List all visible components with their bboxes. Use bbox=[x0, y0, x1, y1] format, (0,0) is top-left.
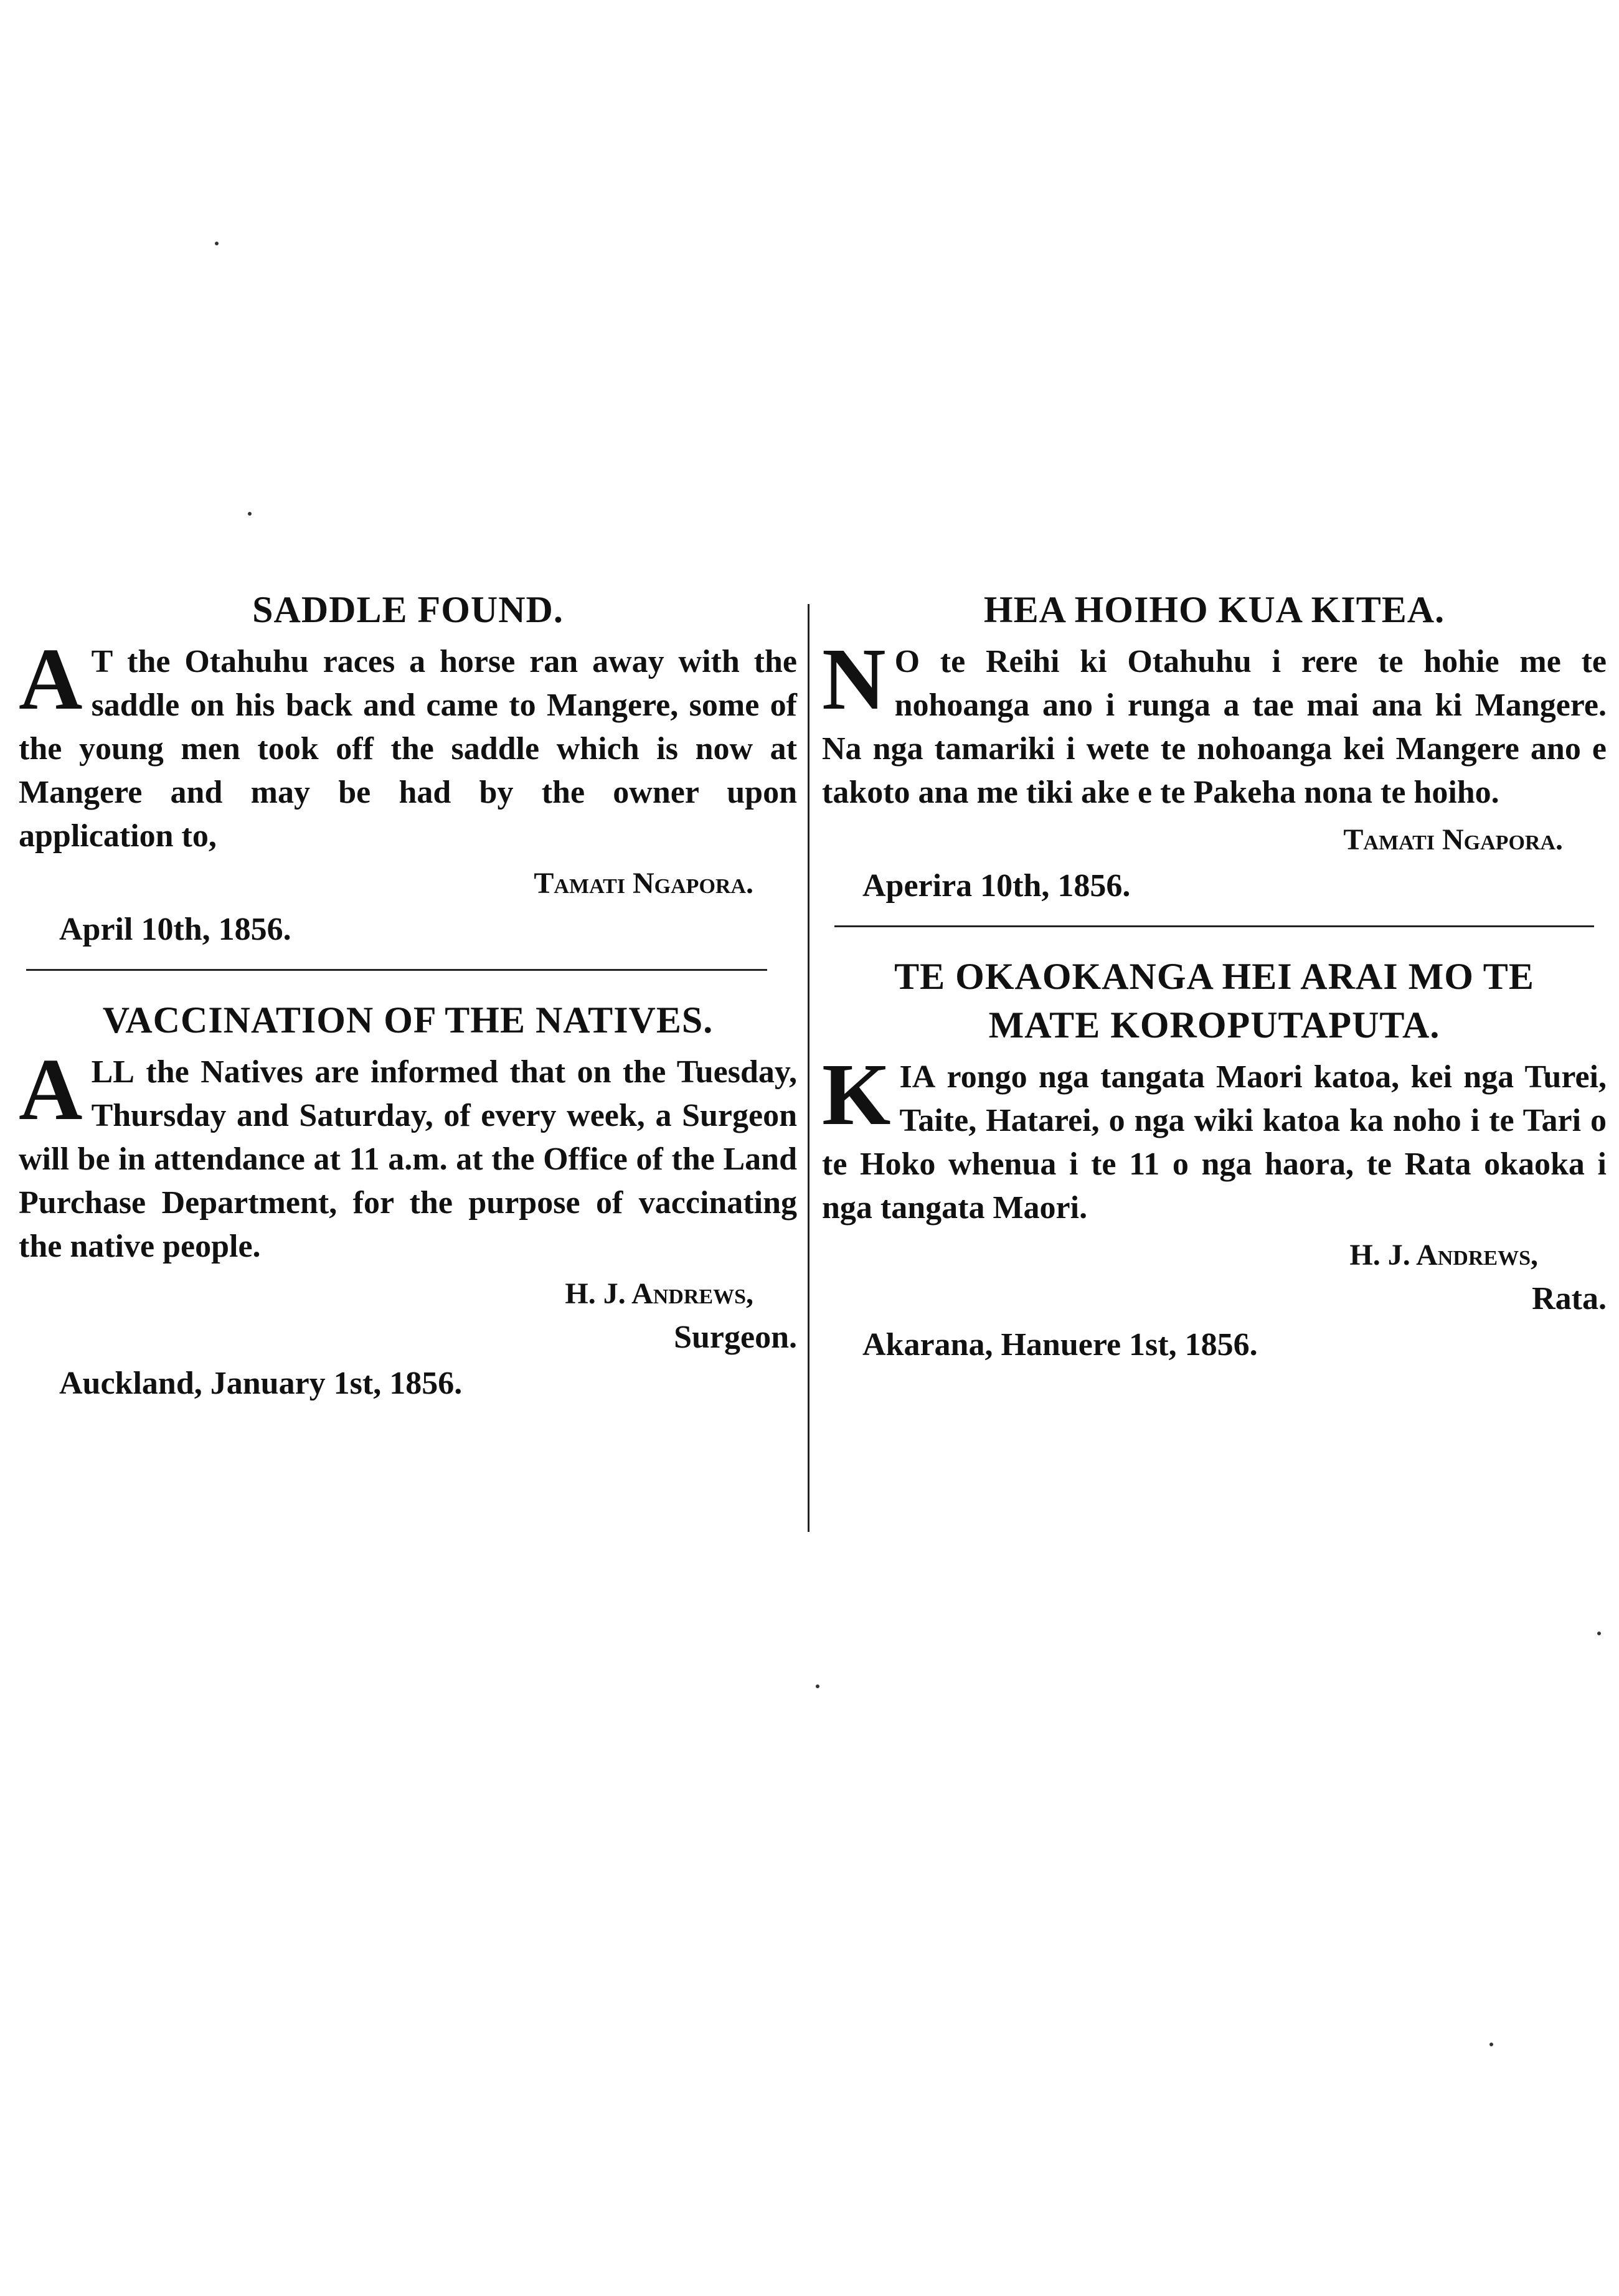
notice-text: te Reihi ki Otahuhu i rere te hohie me te nohoanga ano i runga a tae mai ana ki Mangere. Na nga tamariki i wete te nohoanga kei Mangere ano e takoto ana me tiki ake e te Pakeha nona te hoiho. bbox=[822, 644, 1607, 810]
print-speck bbox=[1489, 2043, 1493, 2046]
drop-cap: A bbox=[19, 1040, 83, 1138]
notice-date: April 10th, 1856. bbox=[59, 912, 291, 947]
signature: H. J. Andrews, bbox=[1349, 1239, 1538, 1272]
first-word: O bbox=[894, 644, 920, 679]
notice-title: SADDLE FOUND. bbox=[252, 589, 564, 630]
drop-cap: A bbox=[19, 630, 83, 728]
notice-title: VACCINATION OF THE NATIVES. bbox=[102, 999, 714, 1041]
maori-column bbox=[822, 585, 1607, 1367]
notice-body bbox=[822, 1045, 1607, 1230]
okaokanga-notice bbox=[822, 952, 1607, 1367]
hoiho-kua-kitea-notice bbox=[822, 585, 1607, 908]
vaccination-notice bbox=[19, 996, 797, 1405]
signature: H. J. Andrews, bbox=[565, 1277, 753, 1310]
notice-body bbox=[19, 1040, 797, 1268]
notice-body bbox=[19, 630, 797, 858]
section-divider bbox=[834, 925, 1594, 927]
notice-date: Auckland, January 1st, 1856. bbox=[59, 1366, 463, 1401]
english-column bbox=[19, 585, 797, 1405]
notice-text: the Natives are informed that on the Tuesday, Thursday and Saturday, of every week, a Surgeon will be in attendance at 11 a.m. at the Office of the Land Purchase Department, for the purpose of vaccinating the native people. bbox=[19, 1054, 797, 1264]
drop-cap: K bbox=[822, 1045, 891, 1143]
signatory-role: Rata. bbox=[1532, 1281, 1607, 1316]
notice-title: HEA HOIHO KUA KITEA. bbox=[983, 589, 1445, 630]
notice-text: the Otahuhu races a horse ran away with the saddle on his back and came to Mangere, some of the young men took off the saddle which is now at Mangere and may be had by the owner upon application to, bbox=[19, 644, 797, 854]
print-speck bbox=[248, 512, 252, 516]
saddle-found-notice bbox=[19, 585, 797, 952]
first-word: IA bbox=[899, 1059, 936, 1095]
signatory-role: Surgeon. bbox=[674, 1320, 797, 1355]
first-word: LL bbox=[91, 1054, 135, 1090]
column-divider bbox=[808, 604, 810, 1532]
drop-cap: N bbox=[822, 630, 886, 728]
section-divider bbox=[26, 969, 767, 971]
notice-date: Aperira 10th, 1856. bbox=[862, 868, 1131, 904]
notice-date: Akarana, Hanuere 1st, 1856. bbox=[862, 1327, 1258, 1363]
title-line-2: MATE KOROPUTAPUTA. bbox=[988, 1004, 1440, 1046]
notice-text: rongo nga tangata Maori katoa, kei nga Turei, Taite, Hatarei, o nga wiki katoa ka noho i te Tari o te Hoko whenua i te 11 o nga haora, te Rata okaoka i nga tangata Maori. bbox=[822, 1059, 1607, 1226]
title-line-1: TE OKAOKANGA HEI ARAI MO TE bbox=[894, 956, 1534, 997]
print-speck bbox=[1597, 1632, 1601, 1635]
notice-body bbox=[822, 630, 1607, 815]
signature: Tamati Ngapora. bbox=[534, 867, 753, 900]
print-speck bbox=[215, 242, 219, 245]
first-word: T bbox=[91, 644, 113, 679]
print-speck bbox=[816, 1684, 819, 1688]
notice-title bbox=[822, 952, 1607, 1049]
signature: Tamati Ngapora. bbox=[1343, 823, 1563, 856]
